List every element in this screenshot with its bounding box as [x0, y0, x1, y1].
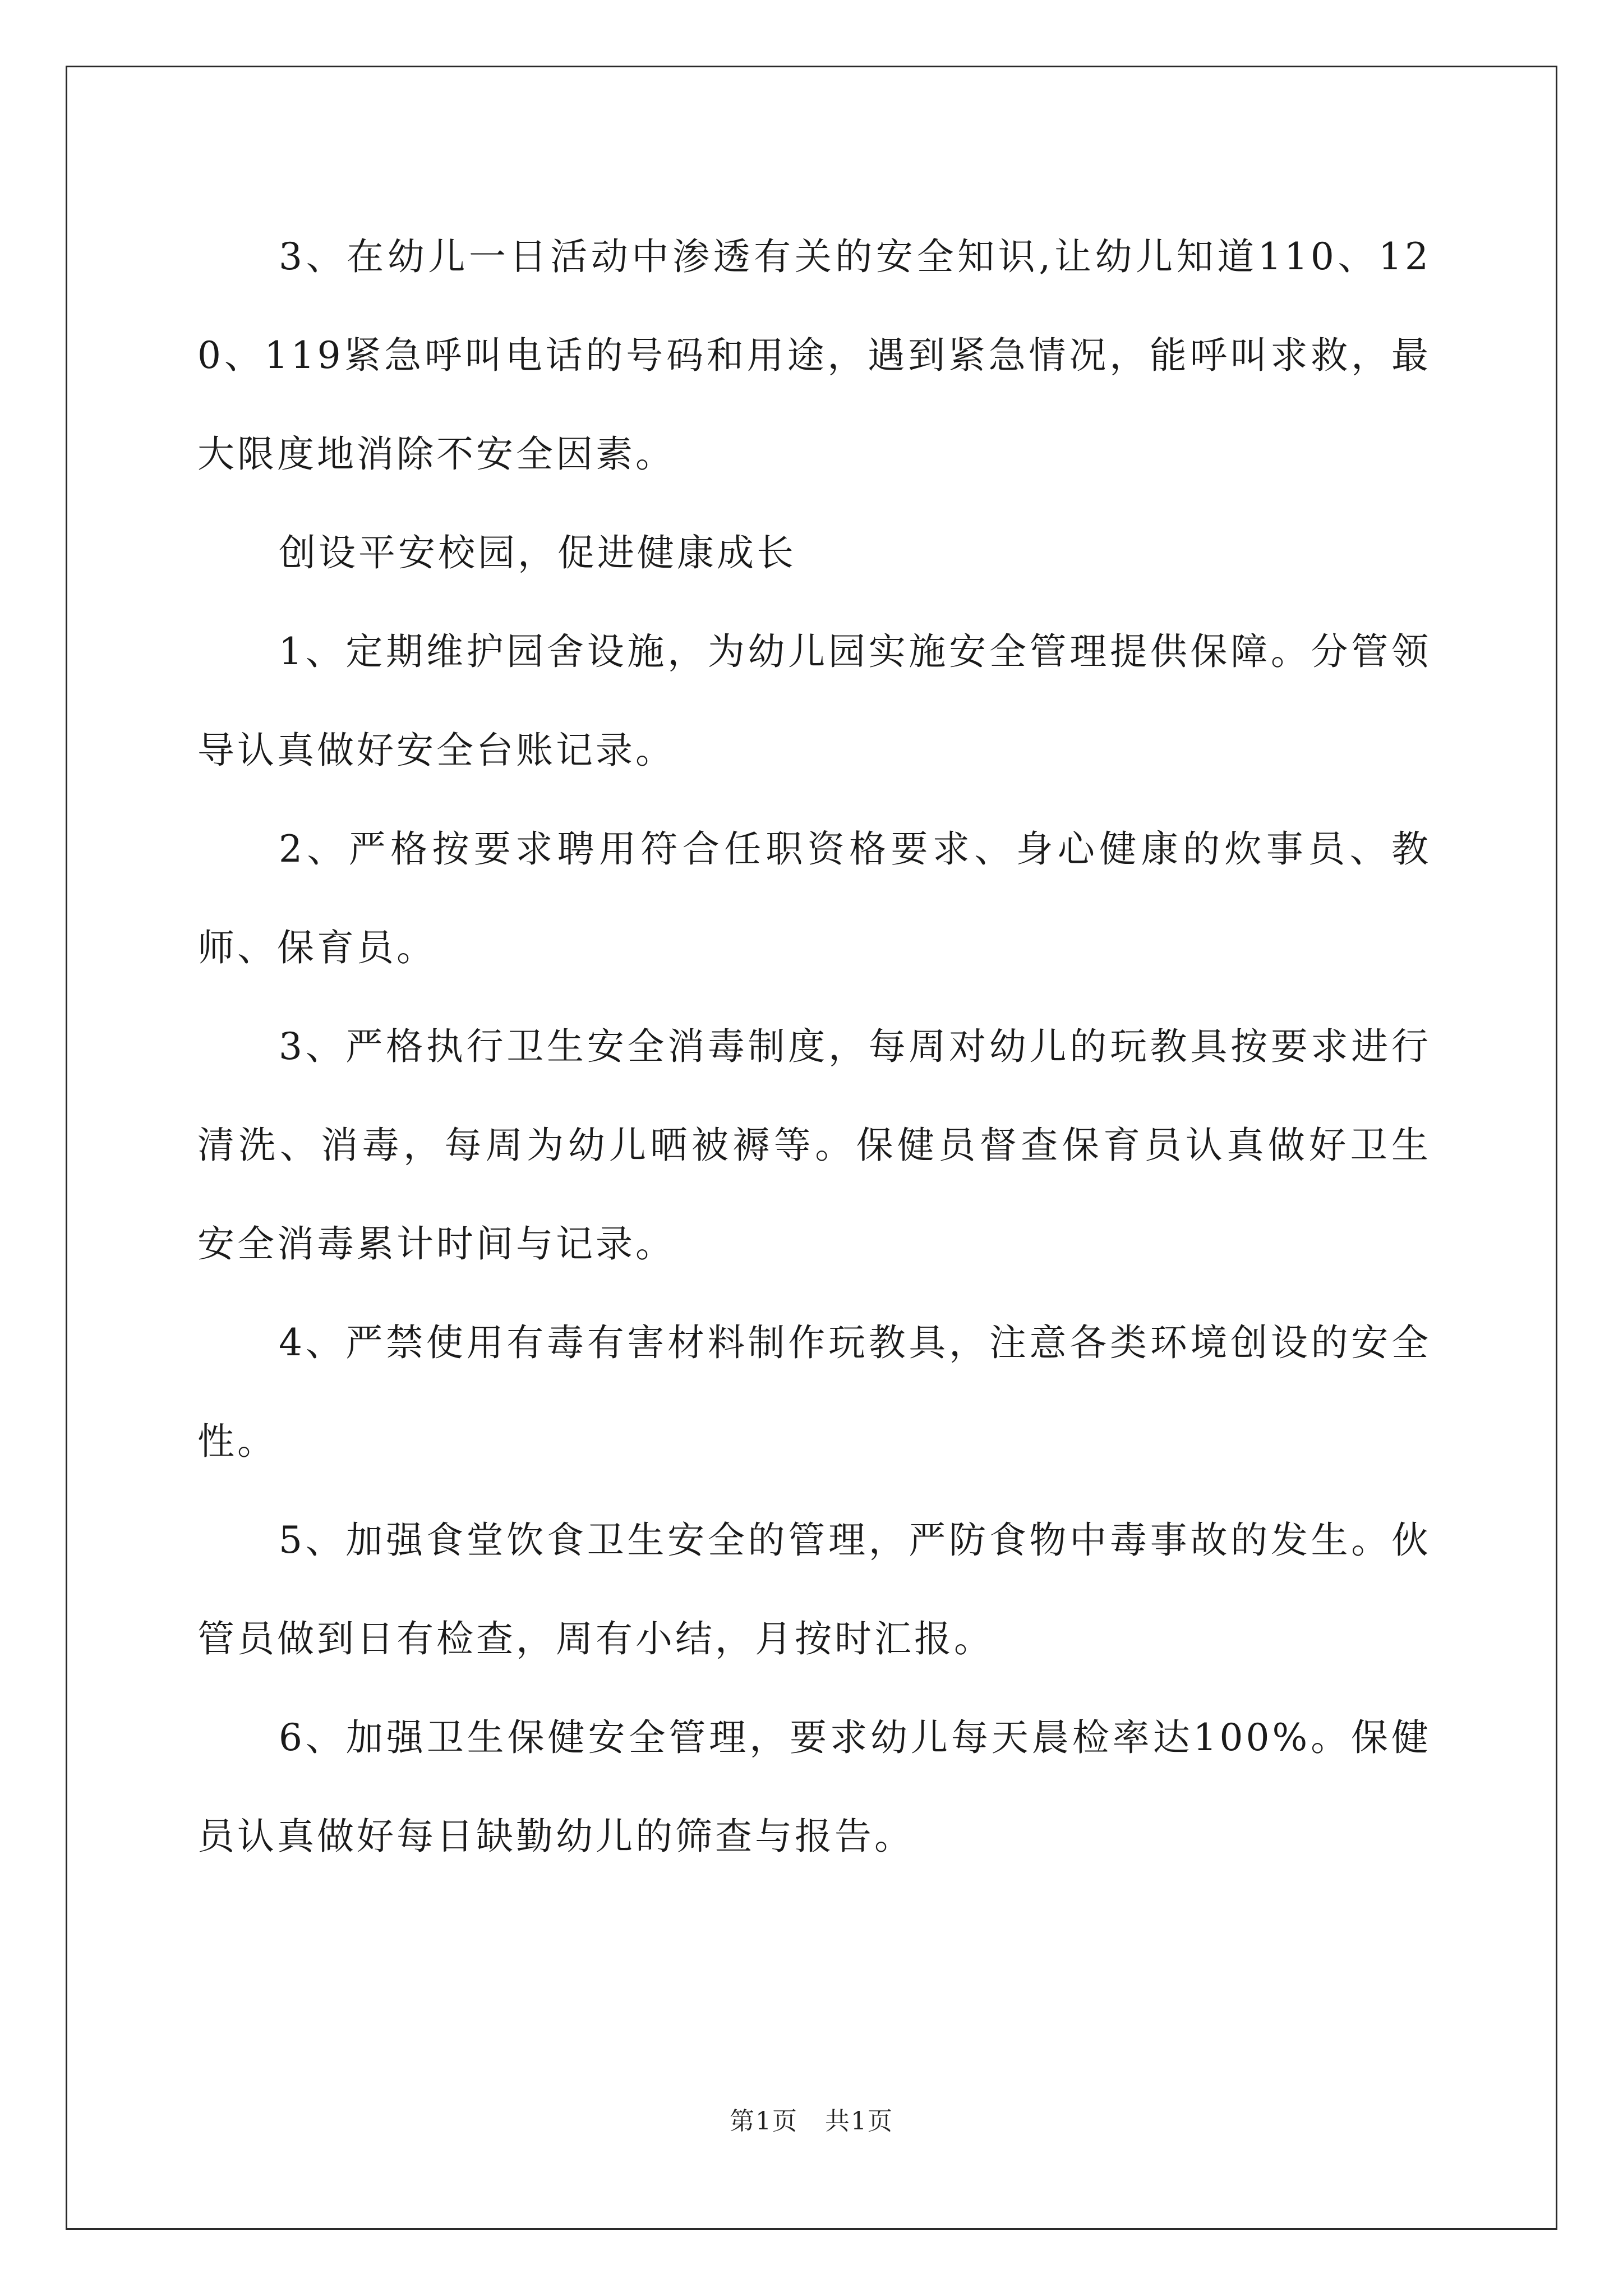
paragraph-item-2: 2、严格按要求聘用符合任职资格要求、身心健康的炊事员、教师、保育员。	[197, 827, 1431, 969]
paragraph-item-6: 6、加强卫生保健安全管理，要求幼儿每天晨检率达100%。保健员认真做好每日缺勤幼儿的筛查与报告。	[197, 1716, 1431, 1858]
paragraph-item-4: 4、严禁使用有毒有害材料制作玩教具，注意各类环境创设的安全性。	[197, 1321, 1431, 1463]
page-footer	[0, 2101, 1623, 2137]
page-number: 第1页	[730, 2107, 799, 2136]
section-heading: 创设平安校园，促进健康成长	[279, 531, 796, 574]
paragraph-safety-knowledge: 3、在幼儿一日活动中渗透有关的安全知识,让幼儿知道110、120、119紧急呼叫电话的号码和用途，遇到紧急情况，能呼叫求救，最大限度地消除不安全因素。	[197, 235, 1431, 476]
paragraph-item-5: 5、加强食堂饮食卫生安全的管理，严防食物中毒事故的发生。伙管员做到日有检查，周有小结，月按时汇报。	[197, 1519, 1431, 1660]
paragraph-item-1: 1、定期维护园舍设施，为幼儿园实施安全管理提供保障。分管领导认真做好安全台账记录。	[197, 630, 1431, 772]
document-body	[197, 208, 1431, 1886]
page-total: 共1页	[824, 2107, 893, 2136]
paragraph-item-3: 3、严格执行卫生安全消毒制度，每周对幼儿的玩教具按要求进行清洗、消毒，每周为幼儿晒被褥等。保健员督查保育员认真做好卫生安全消毒累计时间与记录。	[197, 1025, 1431, 1266]
